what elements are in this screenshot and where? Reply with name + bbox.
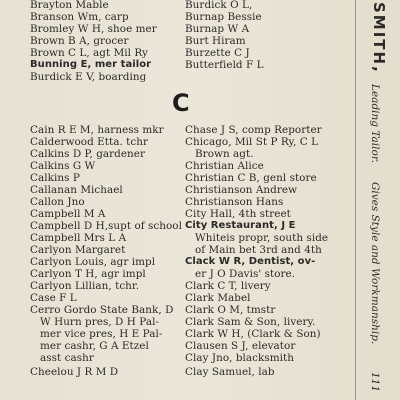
ad-name: SMITH, [370,2,388,74]
right-directory-entry: Clark Sam & Son, livery. [185,316,316,328]
left-directory-entry: Carlyon Louis, agr impl [30,256,156,268]
right-directory-entry: Burt Hiram [185,35,246,47]
right-directory-entry: Clark W H, (Clark & Son) [185,328,321,340]
right-directory-entry: Clack W R, Dentist, ov- [185,256,316,267]
left-directory-entry: Branson Wm, carp [30,11,129,23]
right-directory-entry: of Main bet 3rd and 4th [195,244,322,256]
left-directory-entry: Carlyon T H, agr impl [30,268,146,280]
left-directory-entry: Carlyon Lillian, tchr. [30,280,140,292]
right-directory-entry: Burzette C J [185,47,250,59]
ad-line-2: Gives Style and Workmanship. [369,182,381,345]
left-directory-entry: Bunning E, mer tailor [30,59,152,70]
section-letter: C [172,89,190,117]
right-directory-entry: Butterfield F L [185,59,264,71]
left-directory-entry: Bromley W H, shoe mer [30,23,157,35]
left-directory-entry: Callon Jno [30,196,85,208]
left-directory-entry: Calkins G W [30,160,96,172]
right-directory-entry: Chase J S, comp Reporter [185,124,322,136]
left-directory-entry: Calderwood Etta. tchr [30,136,149,148]
right-directory-entry: Clay Jno, blacksmith [185,352,295,364]
left-directory-entry: Brown B A, grocer [30,35,129,47]
left-directory-entry: asst cashr [40,352,94,364]
right-directory-entry: Christianson Hans [185,196,284,208]
left-directory-entry: Cain R E M, harness mkr [30,124,164,136]
right-directory-entry: Brown agt. [195,148,254,160]
right-directory-entry: Whiteis propr, south side [195,232,329,244]
right-directory-entry: Clark O M, tmstr [185,304,276,316]
column-rule [355,0,356,400]
left-directory-entry: Burdick E V, boarding [30,71,147,83]
left-directory-entry: Campbell D H,supt of school [30,220,182,232]
right-directory-entry: Clark Mabel [185,292,251,304]
left-directory-entry: Calkins D P, gardener [30,148,146,160]
right-directory-entry: Clausen S J, elevator [185,340,296,352]
right-directory-entry: Christian C B, genl store [185,172,317,184]
right-directory-entry: Burnap Bessie [185,11,262,23]
right-directory-entry: Burnap W A [185,23,250,35]
page-number: 111 [369,372,381,393]
right-directory-entry: Burdick O L, [185,0,253,11]
left-directory-entry: Brown C L, agt Mil Ry [30,47,148,59]
right-directory-entry: er J O Davis' store. [195,268,296,280]
ad-line-1: Leading Tailor. [369,84,381,164]
left-directory-entry: Carlyon Margaret [30,244,126,256]
left-directory-entry: Calkins P [30,172,80,184]
right-directory-entry: Chicago, Mil St P Ry, C L [185,136,319,148]
left-directory-entry: Cheelou J R M D [30,366,119,378]
right-directory-entry: Christian Alice [185,160,264,172]
left-directory-entry: Callanan Michael [30,184,123,196]
right-directory-entry: Clark C T, livery [185,280,271,292]
left-directory-entry: Case F L [30,292,77,304]
left-directory-entry: Brayton Mable [30,0,109,11]
left-directory-entry: mer vice pres, H E Pal- [40,328,163,340]
right-directory-entry: City Hall, 4th street [185,208,291,220]
left-directory-entry: mer cashr, G A Etzel [40,340,149,352]
left-directory-entry: Cerro Gordo State Bank, D [30,304,174,316]
right-directory-entry: City Restaurant, J E [185,220,296,231]
left-directory-entry: Campbell Mrs L A [30,232,127,244]
left-directory-entry: Campbell M A [30,208,106,220]
margin-advertisement [368,0,394,400]
right-directory-entry: Christianson Andrew [185,184,298,196]
left-directory-entry: W Hurn pres, D H Pal- [40,316,160,328]
right-directory-entry: Clay Samuel, lab [185,366,275,378]
